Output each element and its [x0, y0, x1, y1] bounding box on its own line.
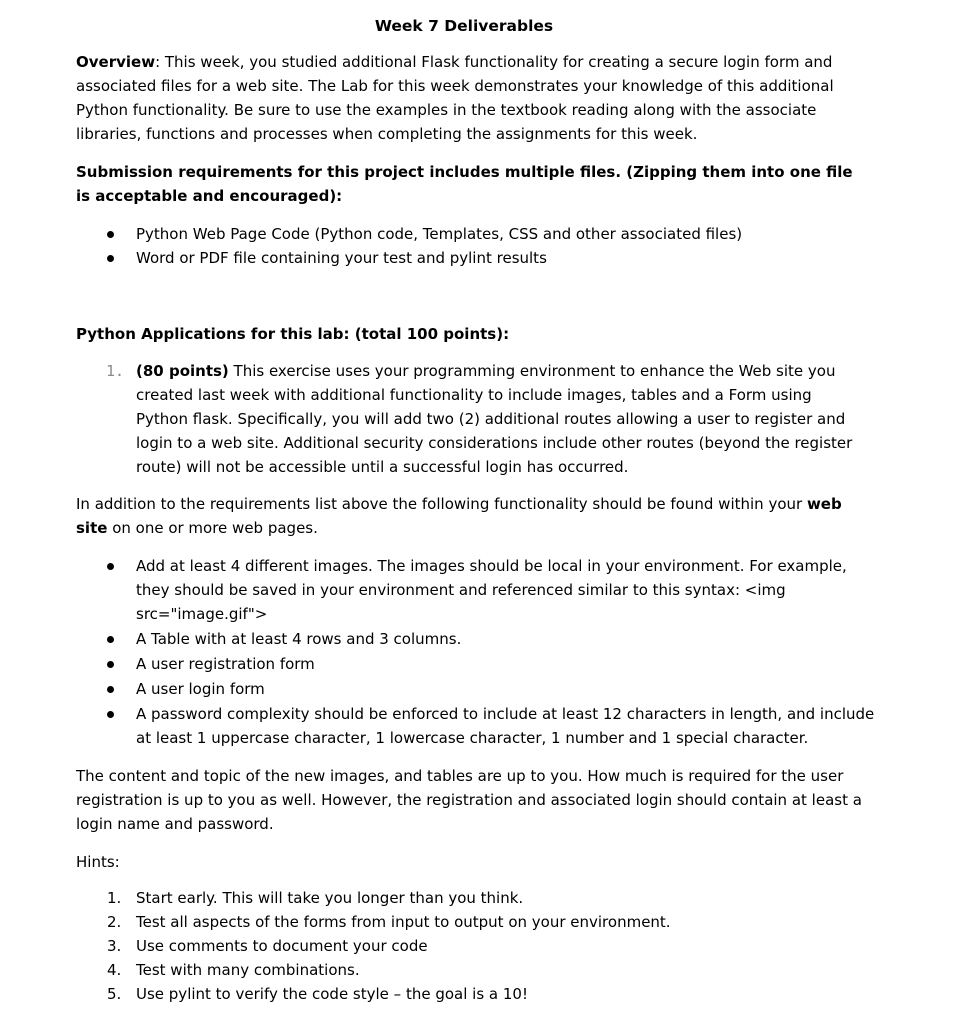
- hint-text: Test all aspects of the forms from input to output on your environment.: [136, 913, 671, 931]
- requirements-intro: [76, 492, 866, 540]
- hint-text: Use comments to document your code: [136, 937, 428, 955]
- submission-heading: [76, 160, 866, 208]
- list-item: [76, 702, 876, 750]
- list-item: [76, 982, 876, 1006]
- list-item: [76, 677, 876, 701]
- requirements-intro-text: In addition to the requirements list above the following functionality should be found within your: [76, 495, 807, 513]
- list-item: [76, 554, 876, 626]
- requirements-intro-tail: on one or more web pages.: [107, 519, 318, 537]
- list-item: [76, 246, 876, 270]
- requirement-text: A user login form: [136, 680, 265, 698]
- list-number: 1.: [107, 889, 122, 907]
- points-label: (80 points): [136, 362, 229, 380]
- document-title: Week 7 Deliverables: [374, 17, 554, 35]
- submission-item-text: Python Web Page Code (Python code, Templates, CSS and other associated files): [136, 225, 743, 243]
- bullet-icon: [107, 636, 114, 643]
- list-number: 1.: [106, 362, 125, 380]
- list-item: [76, 222, 876, 246]
- list-number: 4.: [107, 961, 122, 979]
- overview-label: Overview: [76, 53, 156, 71]
- requirement-text: Add at least 4 different images. The images should be local in your environment. For example, they should be saved in your environment and referenced similar to this syntax: <img src="image.gif">: [136, 557, 847, 623]
- submission-heading-text: Submission requirements for this project includes multiple files. (Zipping them into one file is acceptable and encouraged):: [76, 163, 853, 205]
- requirements-intro-bold: web site: [76, 495, 842, 537]
- list-item: [76, 910, 876, 934]
- bullet-icon: [107, 563, 114, 570]
- list-number: 2.: [107, 913, 122, 931]
- applications-heading-text: Python Applications for this lab: (total 100 points):: [76, 325, 510, 343]
- requirement-text: A password complexity should be enforced to include at least 12 characters in length, and include at least 1 uppercase character, 1 lowercase character, 1 number and 1 special character.: [136, 705, 875, 747]
- list-number: 3.: [107, 937, 122, 955]
- content-note-text: The content and topic of the new images, and tables are up to you. How much is required for the user registration is up to you as well. However, the registration and associated login should contain at least a login name and password.: [76, 767, 862, 833]
- submission-list: [76, 222, 876, 270]
- overview-paragraph: [76, 50, 866, 146]
- hints-label-text: Hints:: [76, 853, 120, 871]
- submission-item-text: Word or PDF file containing your test and pylint results: [136, 249, 547, 267]
- overview-text: : This week, you studied additional Flask functionality for creating a secure login form and associated files for a web site. The Lab for this week demonstrates your knowledge of this additional Python functionality. Be sure to use the examples in the textbook reading along with the associate libraries, functions and processes when completing the assignments for this week.: [76, 53, 834, 143]
- list-item: [76, 886, 876, 910]
- bullet-icon: [107, 686, 114, 693]
- content-note: [76, 764, 866, 836]
- applications-list: [76, 359, 866, 479]
- bullet-icon: [107, 231, 114, 238]
- hint-text: Start early. This will take you longer than you think.: [136, 889, 524, 907]
- hints-label: [76, 850, 866, 874]
- list-item: [76, 627, 876, 651]
- hint-text: Use pylint to verify the code style – the goal is a 10!: [136, 985, 528, 1003]
- requirement-text: A Table with at least 4 rows and 3 columns.: [136, 630, 462, 648]
- requirement-text: A user registration form: [136, 655, 315, 673]
- list-number: 5.: [107, 985, 122, 1003]
- bullet-icon: [107, 711, 114, 718]
- hints-list: [76, 886, 876, 1006]
- list-item: [76, 359, 866, 479]
- applications-heading: [76, 322, 866, 346]
- bullet-icon: [107, 661, 114, 668]
- exercise-text: This exercise uses your programming environment to enhance the Web site you created last week with additional functionality to include images, tables and a Form using Python flask. Specifically, you will add two (2) additional routes allowing a user to register and login to a web site. Additional security considerations include other routes (beyond the register route) will not be accessible until a successful login has occurred.: [136, 362, 853, 476]
- list-item: [76, 934, 876, 958]
- list-item: [76, 652, 876, 676]
- requirements-list: [76, 554, 876, 750]
- hint-text: Test with many combinations.: [136, 961, 360, 979]
- list-item: [76, 958, 876, 982]
- bullet-icon: [107, 255, 114, 262]
